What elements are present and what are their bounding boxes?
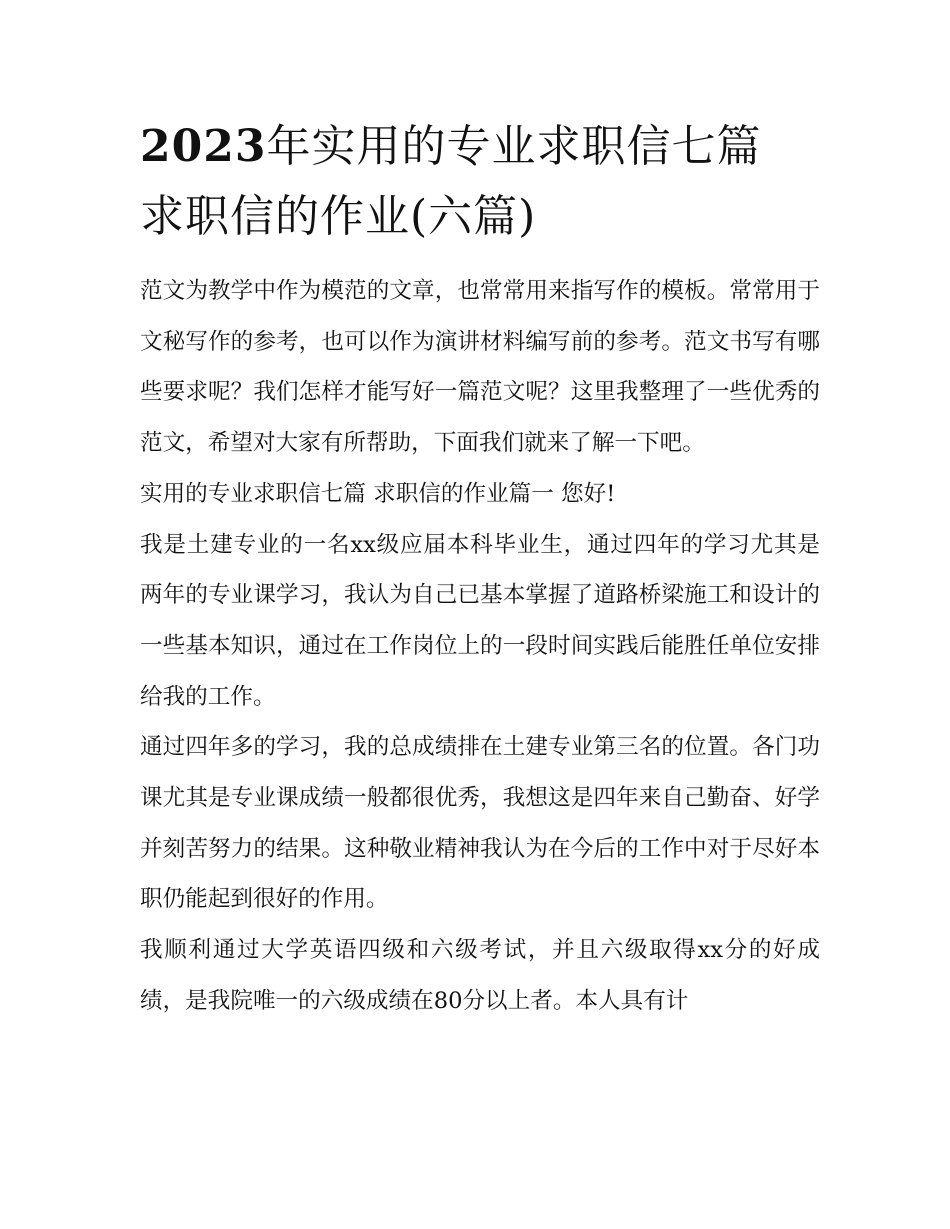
paragraph-intro: 范文为教学中作为模范的文章，也常常用来指写作的模板。常常用于文秘写作的参考，也可以作为演讲材料编写前的参考。范文书写有哪些要求呢？我们怎样才能写好一篇范文呢？这里我整理了一些优秀的范文，希望对大家有所帮助，下面我们就来了解一下吧。 bbox=[140, 278, 820, 457]
paragraph-body-2: 通过四年多的学习，我的总成绩排在土建专业第三名的位置。各门功课尤其是专业课成绩一般都很优秀，我想这是四年来自己勤奋、好学并刻苦努力的结果。这种敬业精神我认为在今后的工作中对于尽好本职仍能起到很好的作用。 bbox=[140, 734, 820, 913]
document-body bbox=[140, 266, 820, 1027]
title-line2: 求职信的作业(六篇) bbox=[140, 191, 537, 242]
title-line1-text: 年实用的专业求职信七篇 bbox=[266, 121, 762, 172]
paragraph-body-3: 我顺利通过大学英语四级和六级考试，并且六级取得xx分的好成绩，是我院唯一的六级成绩在80分以上者。本人具有计 bbox=[140, 937, 820, 1014]
document-page bbox=[140, 112, 820, 1027]
paragraph-body-1: 我是土建专业的一名xx级应届本科毕业生，通过四年的学习尤其是两年的专业课学习，我认为自己已基本掌握了道路桥梁施工和设计的一些基本知识，通过在工作岗位上的一段时间实践后能胜任单位安排给我的工作。 bbox=[140, 531, 820, 710]
title-year: 2023 bbox=[140, 121, 267, 172]
paragraph-heading: 实用的专业求职信七篇 求职信的作业篇一 您好! bbox=[140, 480, 616, 507]
document-title bbox=[140, 112, 820, 252]
